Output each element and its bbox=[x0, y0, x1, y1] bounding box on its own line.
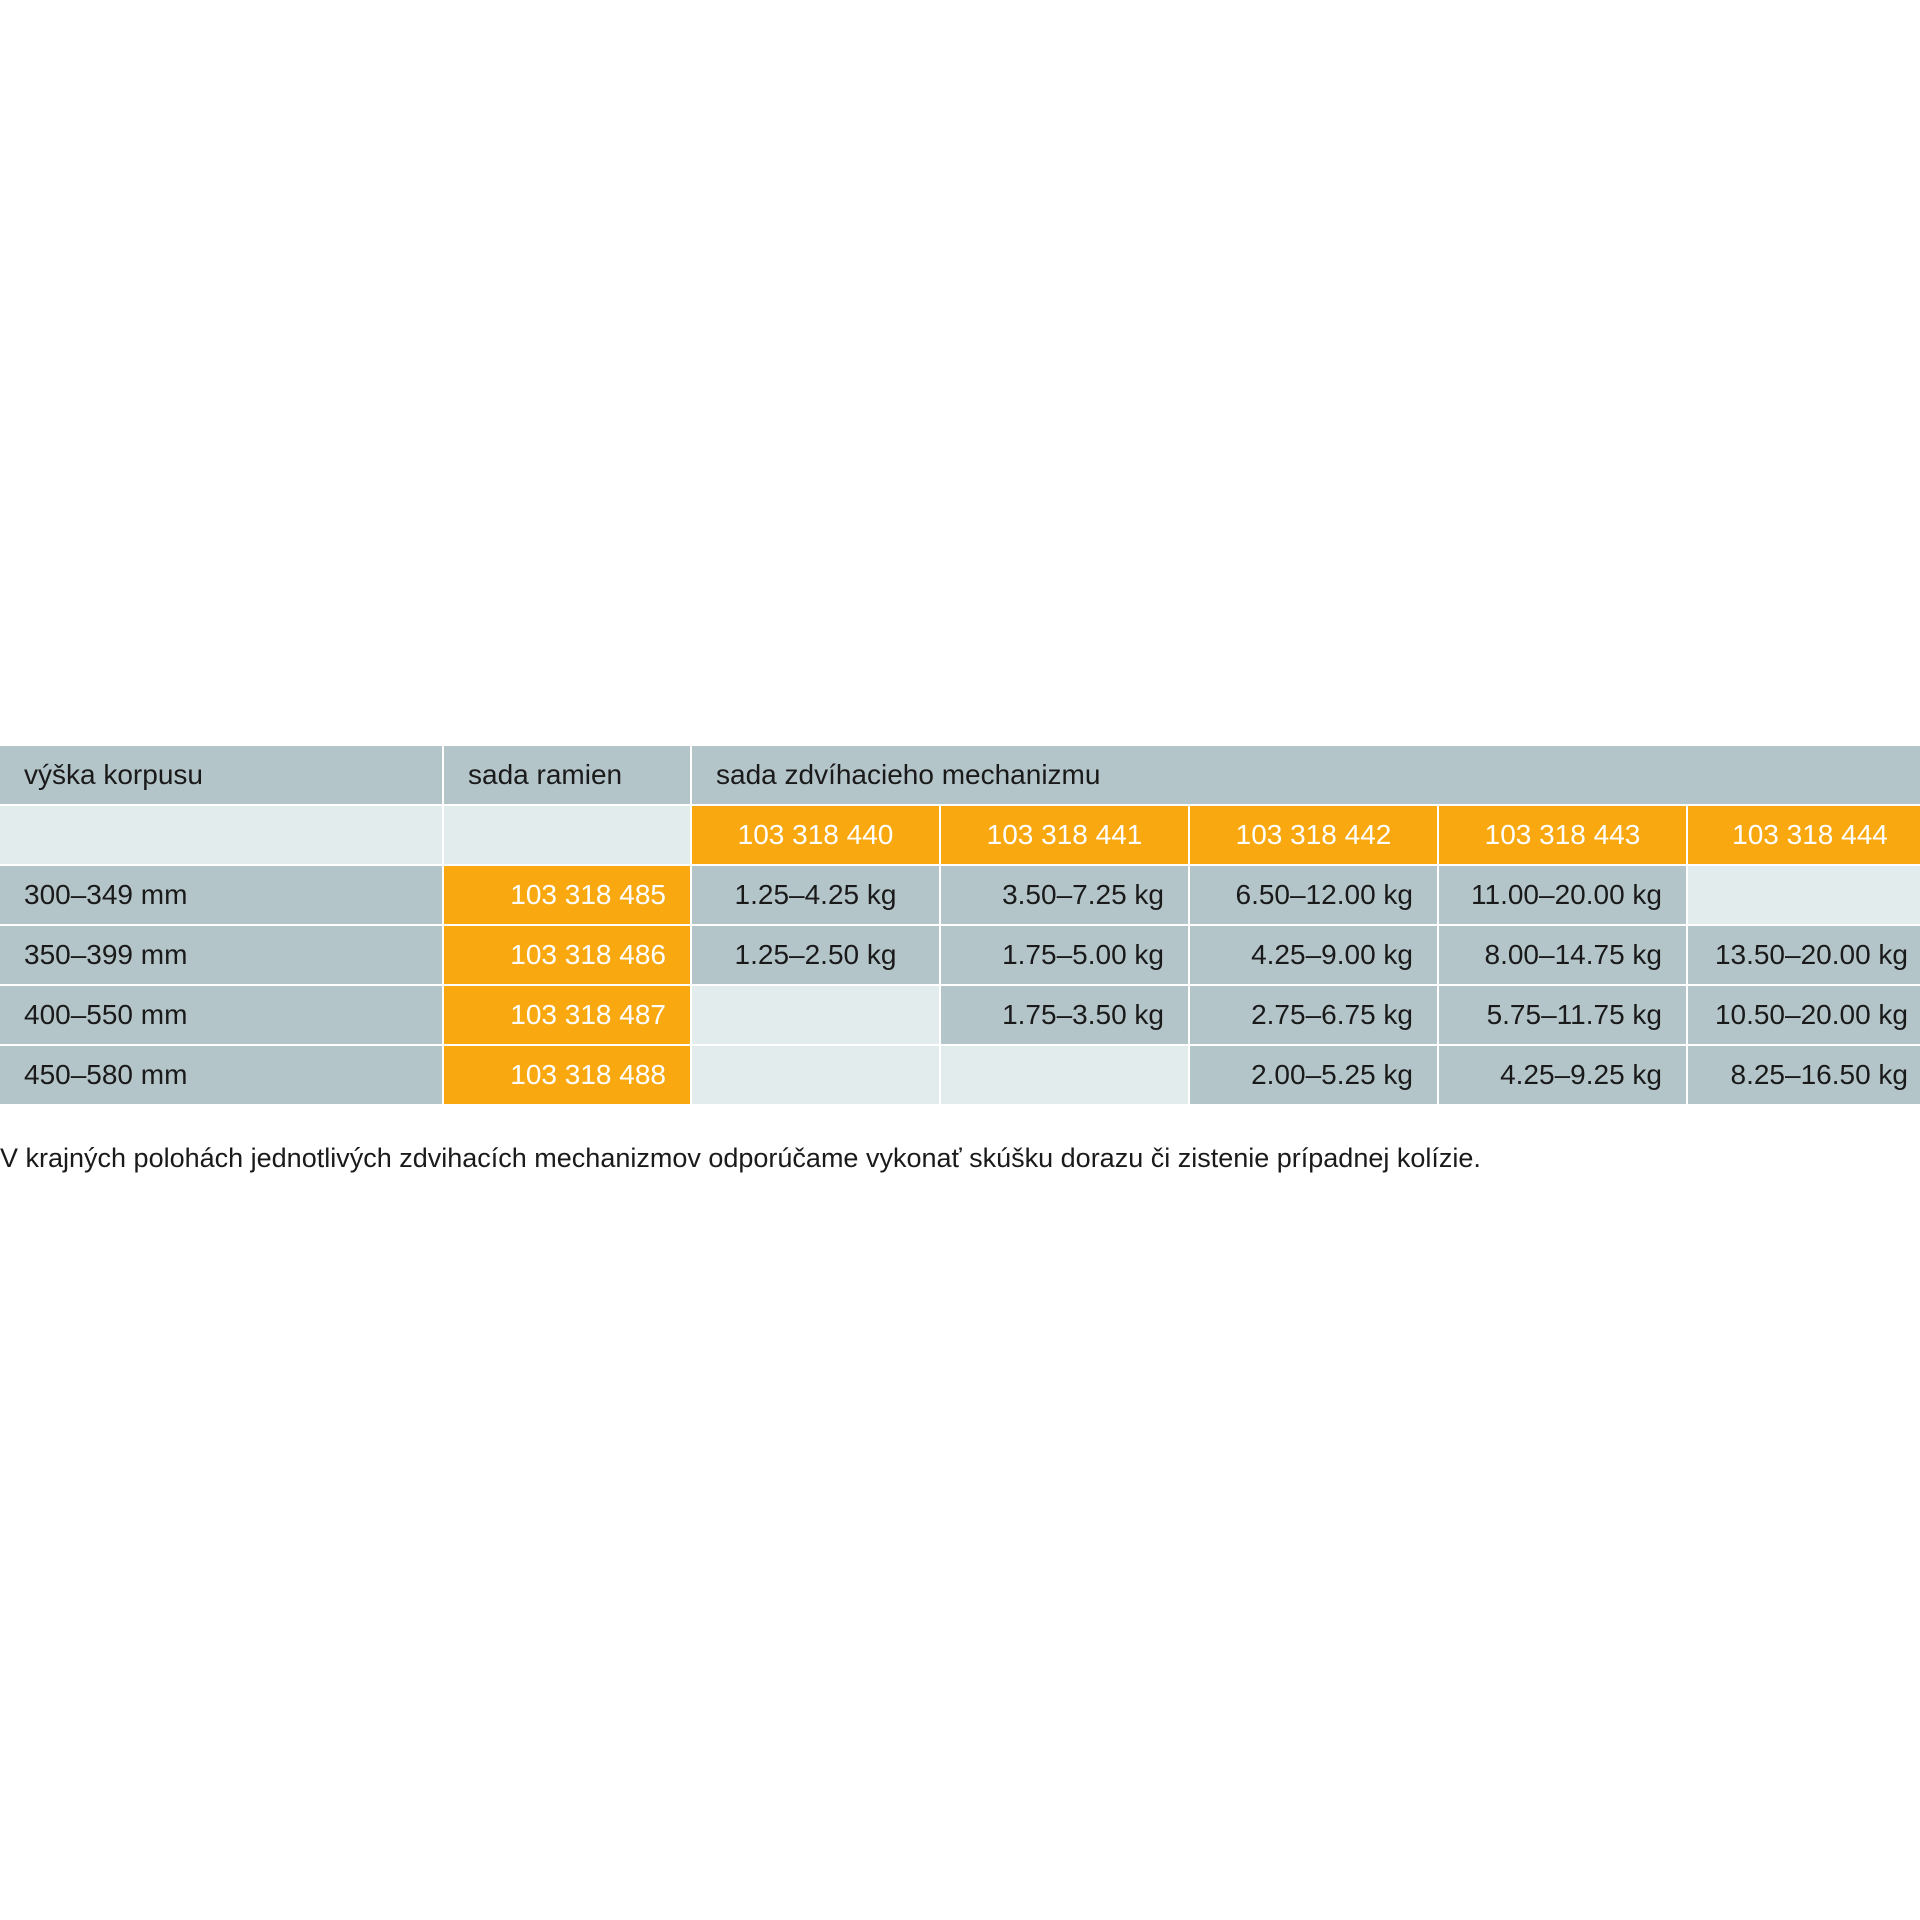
load-range: 1.75–5.00 kg bbox=[941, 926, 1188, 984]
load-range: 1.75–3.50 kg bbox=[941, 986, 1188, 1044]
arm-code: 103 318 486 bbox=[444, 926, 690, 984]
footnote: V krajných polohách jednotlivých zdvihacích mechanizmov odporúčame vykonať skúšku dorazu či zistenie prípadnej kolízie. bbox=[0, 1143, 1481, 1173]
lift-code-442: 103 318 442 bbox=[1190, 806, 1437, 864]
load-range: 2.75–6.75 kg bbox=[1190, 986, 1437, 1044]
load-range: 8.25–16.50 kg bbox=[1688, 1046, 1920, 1104]
load-range: 8.00–14.75 kg bbox=[1439, 926, 1686, 984]
load-range: 3.50–7.25 kg bbox=[941, 866, 1188, 924]
load-range: 4.25–9.00 kg bbox=[1190, 926, 1437, 984]
empty-cell bbox=[941, 1046, 1188, 1104]
load-range: 10.50–20.00 kg bbox=[1688, 986, 1920, 1044]
row-height: 350–399 mm bbox=[0, 926, 442, 984]
load-range: 5.75–11.75 kg bbox=[1439, 986, 1686, 1044]
spec-table bbox=[0, 746, 1920, 1104]
empty-cell bbox=[444, 806, 690, 864]
load-range: 6.50–12.00 kg bbox=[1190, 866, 1437, 924]
empty-cell bbox=[0, 806, 442, 864]
header-lift-set: sada zdvíhacieho mechanizmu bbox=[692, 746, 1920, 804]
load-range: 4.25–9.25 kg bbox=[1439, 1046, 1686, 1104]
lift-code-441: 103 318 441 bbox=[941, 806, 1188, 864]
row-height: 300–349 mm bbox=[0, 866, 442, 924]
row-height: 450–580 mm bbox=[0, 1046, 442, 1104]
arm-code: 103 318 488 bbox=[444, 1046, 690, 1104]
empty-cell bbox=[692, 986, 939, 1044]
load-range: 1.25–2.50 kg bbox=[692, 926, 939, 984]
arm-code: 103 318 487 bbox=[444, 986, 690, 1044]
row-height: 400–550 mm bbox=[0, 986, 442, 1044]
load-range: 13.50–20.00 kg bbox=[1688, 926, 1920, 984]
header-cabinet-height: výška korpusu bbox=[0, 746, 442, 804]
lift-code-444: 103 318 444 bbox=[1688, 806, 1920, 864]
header-arm-set: sada ramien bbox=[444, 746, 690, 804]
empty-cell bbox=[692, 1046, 939, 1104]
lift-code-440: 103 318 440 bbox=[692, 806, 939, 864]
load-range: 11.00–20.00 kg bbox=[1439, 866, 1686, 924]
load-range: 1.25–4.25 kg bbox=[692, 866, 939, 924]
lift-code-443: 103 318 443 bbox=[1439, 806, 1686, 864]
empty-cell bbox=[1688, 866, 1920, 924]
arm-code: 103 318 485 bbox=[444, 866, 690, 924]
load-range: 2.00–5.25 kg bbox=[1190, 1046, 1437, 1104]
